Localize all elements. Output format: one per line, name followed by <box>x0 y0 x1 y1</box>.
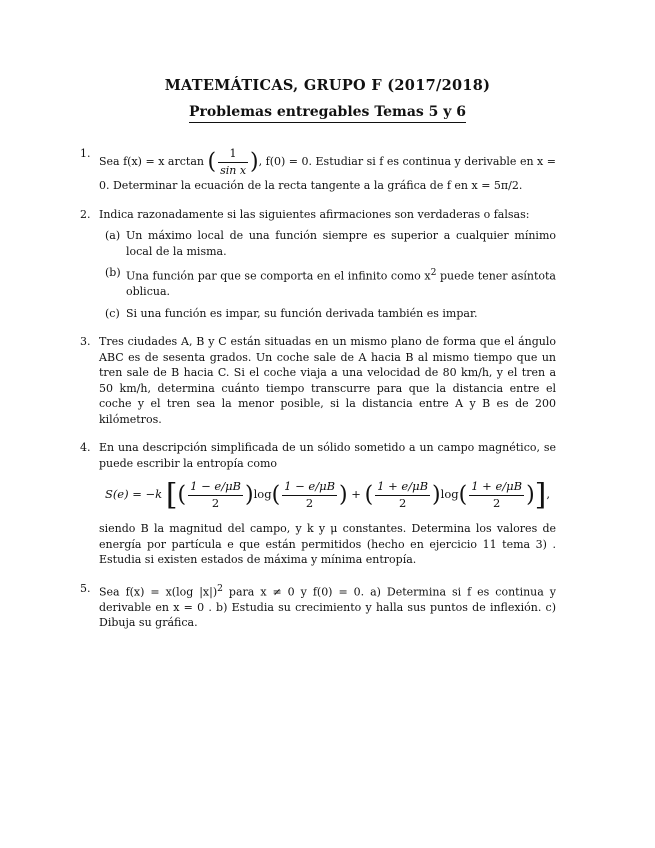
subitem-text-end: puede tener asíntota oblicua. <box>126 269 556 299</box>
problem-list <box>80 146 556 644</box>
fraction-numerator: 1 + e/μB <box>469 479 524 496</box>
subitem-text: Un máximo local de una función siempre es superior a cualquier mínimo local de la misma. <box>126 229 556 258</box>
problem-number: 4. <box>80 441 91 455</box>
fraction-numerator: 1 + e/μB <box>375 479 430 496</box>
left-paren: ( <box>177 482 187 508</box>
subitem-c <box>99 306 556 322</box>
document-subtitle: Problemas entregables Temas 5 y 6 <box>189 104 466 123</box>
subitem-a <box>99 228 556 259</box>
fraction-2 <box>375 479 430 511</box>
subitem-label: (b) <box>105 266 121 279</box>
fraction-numerator: 1 − e/μB <box>282 479 337 496</box>
subitem-text-start: Una función par que se comporta en el infinito como x <box>126 269 431 283</box>
problem-5 <box>80 581 556 631</box>
fraction-1 <box>188 479 243 511</box>
problem-4-text-start: En una descripción simplificada de un sólido sometido a un campo magnético, se puede escribir la entropía como <box>99 441 556 470</box>
problem-number: 5. <box>80 581 91 595</box>
problem-4 <box>80 440 556 568</box>
subtitle-container <box>0 101 655 123</box>
subitem-label: (c) <box>105 306 120 320</box>
superscript: 2 <box>217 582 223 594</box>
fraction-denominator: 2 <box>305 495 314 510</box>
fraction <box>218 146 248 178</box>
formula-lhs: S(e) = −k <box>104 487 163 502</box>
fraction-denominator: sin x <box>220 163 247 177</box>
right-paren: ) <box>245 482 254 508</box>
fraction-1b <box>282 479 337 511</box>
subitem-label: (a) <box>105 229 121 242</box>
plus-sign: + <box>351 487 361 502</box>
fraction-denominator: 2 <box>492 495 501 510</box>
fraction-denominator: 2 <box>398 495 407 510</box>
fraction-2b <box>469 479 524 511</box>
superscript: 2 <box>430 267 437 278</box>
subitem-text: Si una función es impar, su función derivada también es impar. <box>126 306 478 320</box>
problem-5-text-end: para x ≠ 0 y f(0) = 0. a) Determina si f es continua y derivable en x = 0 . b) Estudia su crecimiento y halla sus puntos de inflexión. c) Dibuja su gráfica. <box>99 585 556 630</box>
left-paren: ( <box>207 149 217 175</box>
problem-number: 1. <box>80 147 91 160</box>
problem-2-text: Indica razonadamente si las siguientes afirmaciones son verdaderas o falsas: <box>99 207 530 221</box>
problem-3-text: Tres ciudades A, B y C están situadas en un mismo plano de forma que el ángulo ABC es de sesenta grados. Un coche sale de A hacia B al mismo tiempo que un tren sale de B hacia C. Si el coche viaja a una velocidad de 80 km/h, y el tren a 50 km/h, determina cuánto tiempo transcurre para que la distancia entre el coche y el tren sea la menor posible, si la distancia entre A y B es de 200 kilómetros. <box>99 335 556 426</box>
right-paren: ) <box>526 482 535 508</box>
document-title: MATEMÁTICAS, GRUPO F (2017/2018) <box>164 77 491 94</box>
right-paren: ) <box>432 482 441 508</box>
problem-2 <box>80 207 556 322</box>
left-paren: ( <box>364 482 374 508</box>
subitem-b <box>99 265 556 300</box>
entropy-formula <box>99 479 556 511</box>
problem-3 <box>80 334 556 427</box>
log-operator: log <box>440 487 459 502</box>
right-bracket: ] <box>534 477 547 513</box>
right-paren: ) <box>339 482 348 508</box>
problem-1-text-end: , f(0) = 0. Estudiar si f es continua y derivable en x = 0. Determinar la ecuación de la recta tangente a la gráfica de f en x = 5π/2. <box>99 155 556 192</box>
left-bracket: [ <box>165 477 178 513</box>
right-paren: ) <box>250 149 259 175</box>
problem-number: 2. <box>80 207 91 221</box>
problem-1 <box>80 146 556 194</box>
fraction-denominator: 2 <box>211 495 220 510</box>
fraction-numerator: 1 <box>218 146 248 163</box>
log-operator: log <box>253 487 272 502</box>
problem-4-text-end: siendo B la magnitud del campo, y k y μ constantes. Determina los valores de energía por partícula e que están permitidos (hecho en ejercicio 11 tema 3) . Estudia si existen estados de máxima y mínima entropía. <box>99 522 556 567</box>
fraction-numerator: 1 − e/μB <box>188 479 243 496</box>
problem-1-text-start: Sea f(x) = x arctan <box>99 155 204 168</box>
problem-number: 3. <box>80 335 91 349</box>
comma: , <box>546 487 551 502</box>
left-paren: ( <box>458 482 468 508</box>
problem-5-text-start: Sea f(x) = x(log |x|) <box>99 585 218 599</box>
left-paren: ( <box>271 482 281 508</box>
